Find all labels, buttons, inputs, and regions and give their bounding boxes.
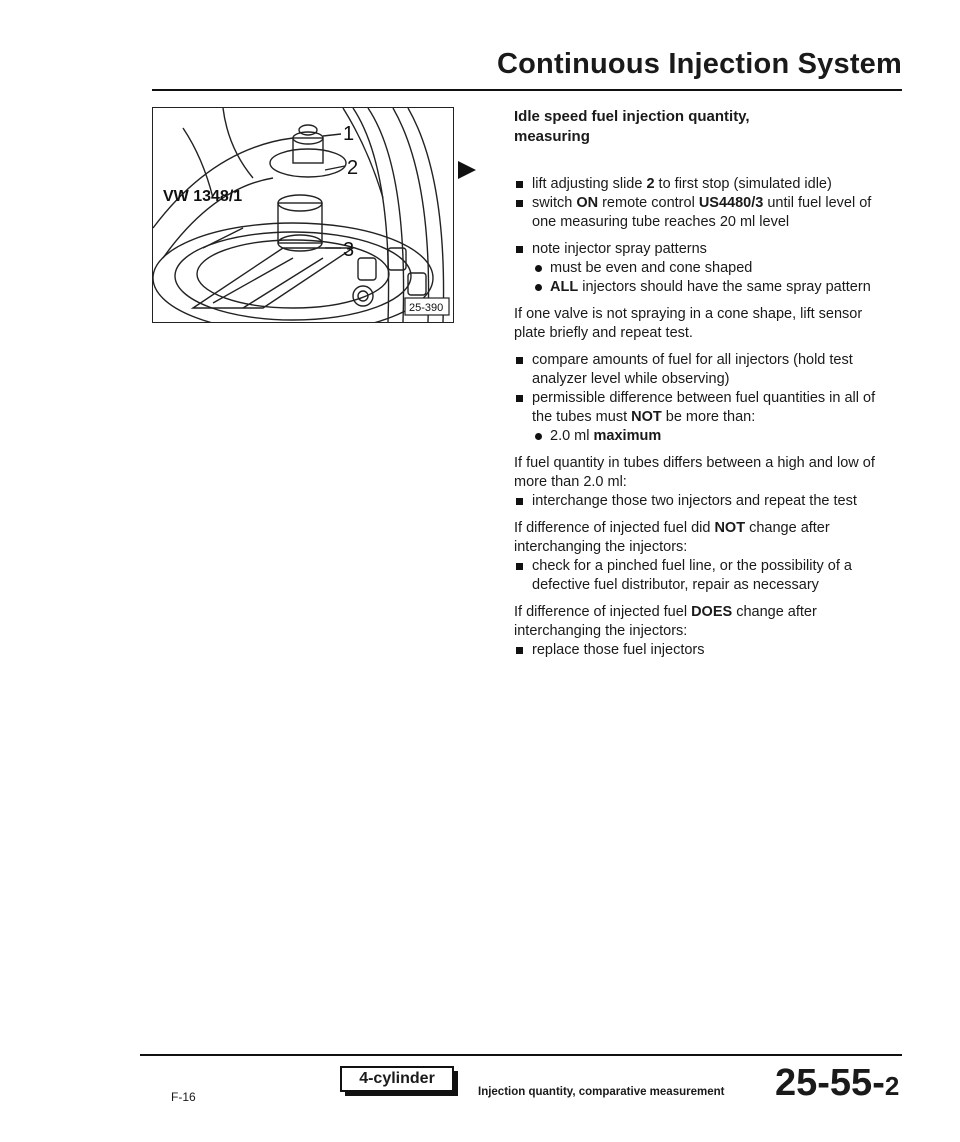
page-number [775,1064,899,1105]
step-text: switch [532,195,577,211]
step-text: remote control [598,195,699,211]
step-text-bold: ALL [550,279,579,295]
figure-code: 25-390 [409,302,444,314]
step-text-bold: DOES [691,604,733,620]
section-heading-line2: measuring [514,128,590,145]
footer-code: F-16 [171,1090,196,1104]
step-text: lift adjusting slide [532,176,647,192]
steps-list-5 [514,641,894,660]
note-did-not-change [514,519,894,557]
step-text-bold: ON [576,195,599,211]
step-text: change after interchanging the injectors: [514,520,830,555]
step-text: injectors should have the same spray pattern [578,279,871,295]
callout-2: 2 [347,157,359,179]
step-text: change after interchanging the injectors: [514,604,817,639]
arrow-marker-icon [458,161,476,179]
step-text-bold: 2 [646,176,655,192]
step-interchange: interchange those two injectors and repeat the test [514,492,894,511]
step-text-bold: NOT [714,520,746,536]
step-text: permissible difference between fuel quantities in all of the tubes must [532,390,876,425]
steps-list-2 [514,351,894,446]
step-note-spray: note injector spray patterns [514,240,894,259]
step-lift-slide [514,175,894,194]
step-text-bold: maximum [593,428,662,444]
page-number-sub: 2 [884,1071,900,1101]
page-title: Continuous Injection System [497,48,902,80]
step-text-bold: US4480/3 [698,195,764,211]
tool-label: VW 1348/1 [163,188,243,205]
header-rule [152,89,902,91]
step-compare-amounts: compare amounts of fuel for all injectors (hold test analyzer level while observing) [514,351,894,389]
steps-list-1 [514,175,894,297]
step-check-fuel-line: check for a pinched fuel line, or the possibility of a defective fuel distributor, repair as necessary [514,557,894,595]
step-text: be more than: [661,409,756,425]
note-quantity-differs: If fuel quantity in tubes differs between a high and low of more than 2.0 ml: [514,455,875,490]
step-text-bold: NOT [631,409,662,425]
injector-illustration [152,107,454,323]
section-heading-line1: Idle speed fuel injection quantity, [514,108,750,125]
callout-3: 3 [343,239,355,261]
illustration-drawing [153,108,453,322]
step-replace-injectors: replace those fuel injectors [514,641,894,660]
substep-even-cone: must be even and cone shaped [514,259,894,278]
footer-rule [140,1054,902,1056]
step-text: If difference of injected fuel did [514,520,715,536]
section-heading [514,107,894,147]
callout-1: 1 [343,123,355,145]
step-text: If difference of injected fuel [514,604,692,620]
procedure-column [514,107,894,660]
variant-badge: 4-cylinder [340,1066,454,1092]
footer-description: Injection quantity, comparative measurement [478,1086,725,1098]
step-text: to first stop (simulated idle) [654,176,832,192]
page-number-main: 25-55- [775,1062,885,1104]
steps-list-4 [514,557,894,595]
step-text: until fuel level of one measuring tube reaches 20 ml level [532,195,872,230]
substep-max [514,427,894,446]
step-permissible-difference [514,389,894,427]
step-text: 2.0 ml [550,428,594,444]
substep-all-injectors [514,278,894,297]
note-cone-shape: If one valve is not spraying in a cone shape, lift sensor plate briefly and repeat test. [514,306,863,341]
step-switch-on [514,194,894,232]
steps-list-3 [514,492,894,511]
note-does-change [514,603,894,641]
